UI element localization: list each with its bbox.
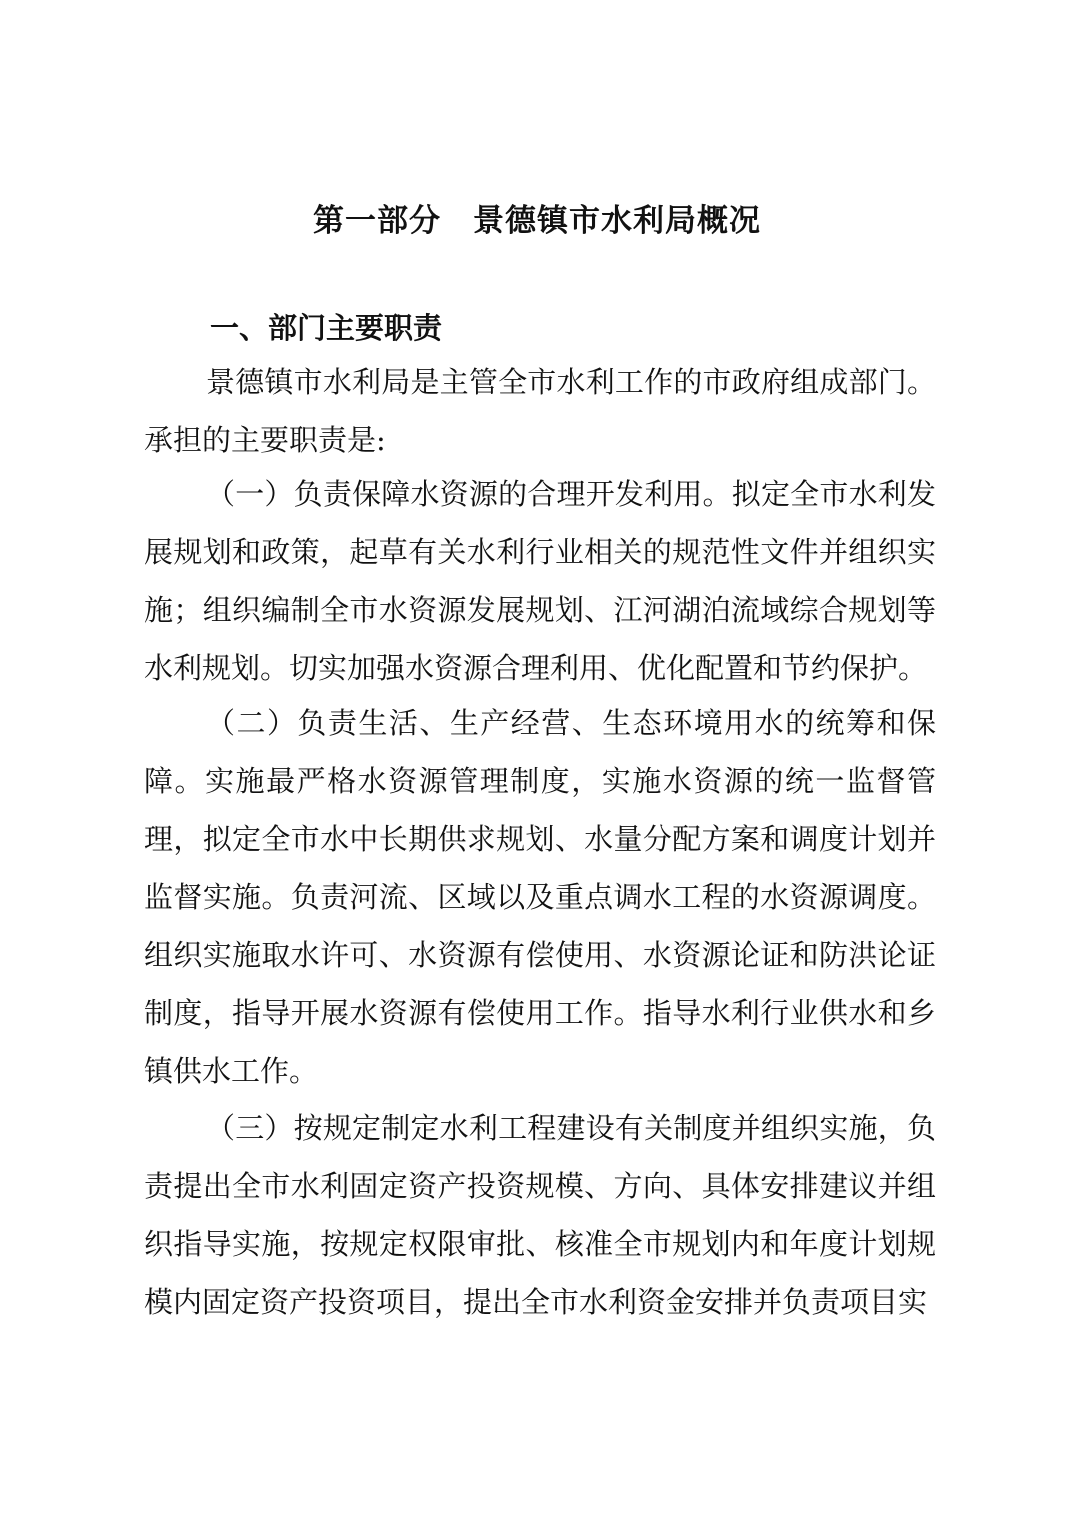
paragraph-duty-1: （一）负责保障水资源的合理开发利用。拟定全市水利发展规划和政策，起草有关水利行业相关的规范性文件并组织实施；组织编制全市水资源发展规划、江河湖泊流域综合规划等水利规划。切实加强水资源合理利用、优化配置和节约保护。 bbox=[144, 477, 936, 685]
page-title: 第一部分 景德镇市水利局概况 bbox=[313, 203, 761, 239]
paragraph-intro: 景德镇市水利局是主管全市水利工作的市政府组成部门。承担的主要职责是: bbox=[144, 365, 936, 457]
paragraph-duty-3: （三）按规定制定水利工程建设有关制度并组织实施，负责提出全市水利固定资产投资规模、方向、具体安排建议并组织指导实施，按规定权限审批、核准全市规划内和年度计划规模内固定资产投资项目，提出全市水利资金安排并负责项目实 bbox=[144, 1111, 936, 1319]
section-heading: 一、部门主要职责 bbox=[210, 311, 443, 345]
paragraph-duty-2: （二）负责生活、生产经营、生态环境用水的统筹和保障。实施最严格水资源管理制度，实施水资源的统一监督管理，拟定全市水中长期供求规划、水量分配方案和调度计划并监督实施。负责河流、区域以及重点调水工程的水资源调度。组织实施取水许可、水资源有偿使用、水资源论证和防洪论证制度，指导开展水资源有偿使用工作。指导水利行业供水和乡镇供水工作。 bbox=[144, 706, 936, 1088]
